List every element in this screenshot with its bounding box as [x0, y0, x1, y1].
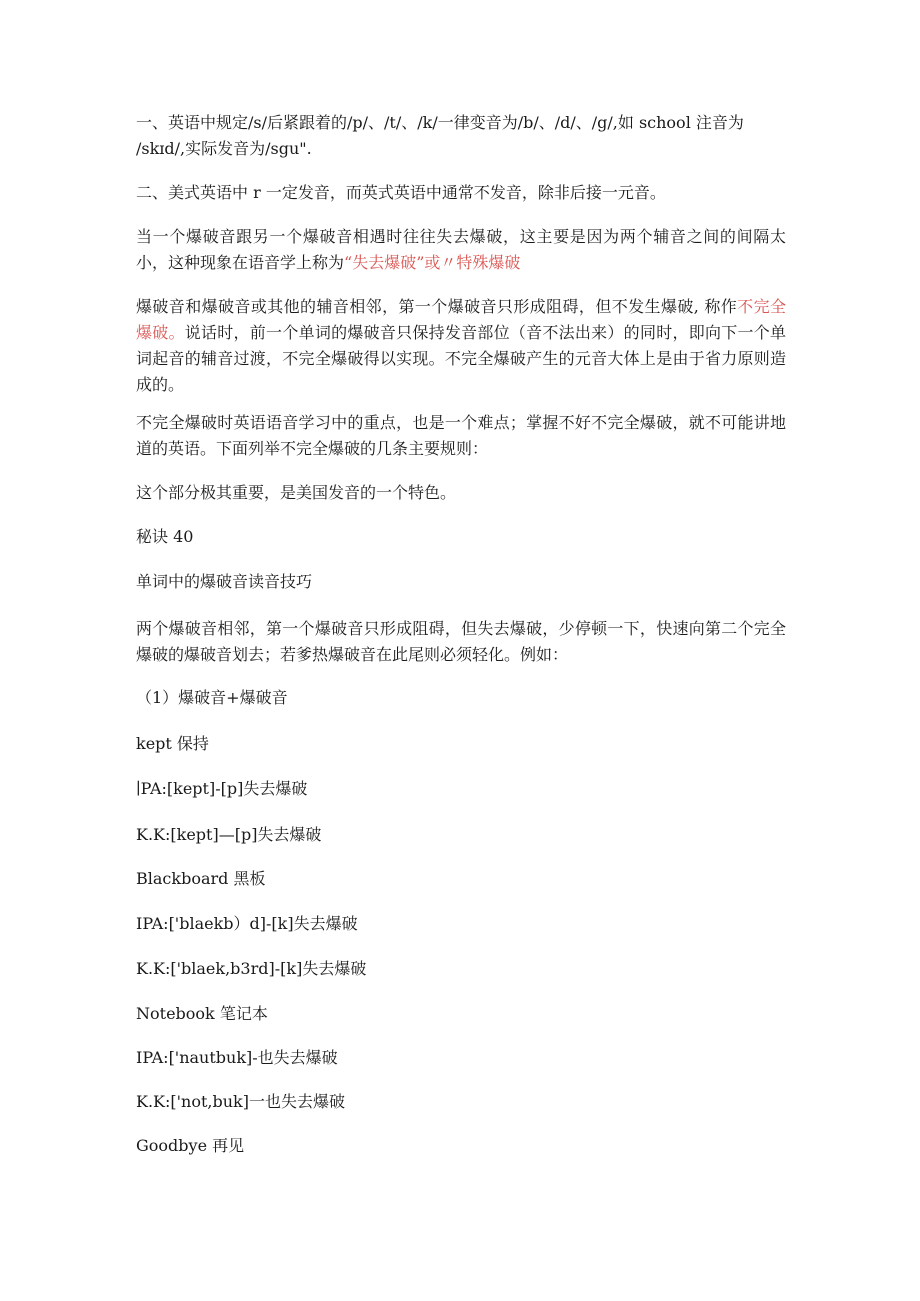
- example-line: Blackboard 黑板: [136, 869, 266, 888]
- example-line: ∣PA:[kept]-[p]失去爆破: [136, 779, 308, 798]
- highlight-term: “失去爆破”或〃特殊爆破: [344, 253, 521, 272]
- paragraph-important: 这个部分极其重要，是美国发音的一个特色。: [136, 483, 457, 502]
- section-title: 单词中的爆破音读音技巧: [136, 572, 313, 591]
- example-line: Notebook 笔记本: [136, 1004, 268, 1023]
- highlight-term: 不完全爆破。: [136, 297, 786, 342]
- tip-title: 秘诀 40: [136, 527, 194, 546]
- rule1-line2: /skɪd/,实际发音为/sgu".: [136, 139, 312, 158]
- paragraph-incomplete-plosion: [136, 294, 786, 398]
- paragraph-focus: 不完全爆破时英语语音学习中的重点，也是一个难点；掌握不好不完全爆破，就不可能讲地道的英语。下面列举不完全爆破的几条主要规则：: [136, 413, 786, 458]
- paragraph-text: 当一个爆破音跟另一个爆破音相遇时往往失去爆破，这主要是因为两个辅音之间的间隔太小，这种现象在语音学上称为: [136, 227, 786, 272]
- rule2-text: 二、美式英语中 r 一定发音，而英式英语中通常不发音，除非后接一元音。: [136, 183, 666, 202]
- example-line: IPA:['blaekb）d]-[k]失去爆破: [136, 914, 358, 933]
- example-line: Goodbye 再见: [136, 1136, 245, 1155]
- paragraph-loss-of-plosion: [136, 224, 786, 276]
- rule1-line1: 一、英语中规定/s/后紧跟着的/p/、/t/、/k/一律变音为/b/、/d/、/g/,如 school 注音为: [136, 113, 744, 132]
- example-line: IPA:['nautbuk]-也失去爆破: [136, 1048, 338, 1067]
- example-line: K.K:['not,buk]一也失去爆破: [136, 1092, 345, 1111]
- paragraph-text: 爆破音和爆破音或其他的辅音相邻，第一个爆破音只形成阻碍，但不发生爆破, 称作: [136, 297, 738, 316]
- example-line: K.K:['blaek,b3rd]-[k]失去爆破: [136, 959, 367, 978]
- example-line: kept 保持: [136, 734, 209, 753]
- paragraph-text: 说话时，前一个单词的爆破音只保持发音部位（音不法出来）的同时，即向下一个单词起音的辅音过渡，不完全爆破得以实现。不完全爆破产生的元音大体上是由于省力原则造成的。: [136, 323, 786, 394]
- paragraph-rule: 两个爆破音相邻，第一个爆破音只形成阻碍，但失去爆破，少停顿一下，快速向第二个完全爆破的爆破音划去；若爹热爆破音在此尾则必须轻化。例如：: [136, 619, 786, 664]
- example-line: K.K:[kept]—[p]失去爆破: [136, 825, 322, 844]
- subheading: （1）爆破音+爆破音: [136, 688, 288, 707]
